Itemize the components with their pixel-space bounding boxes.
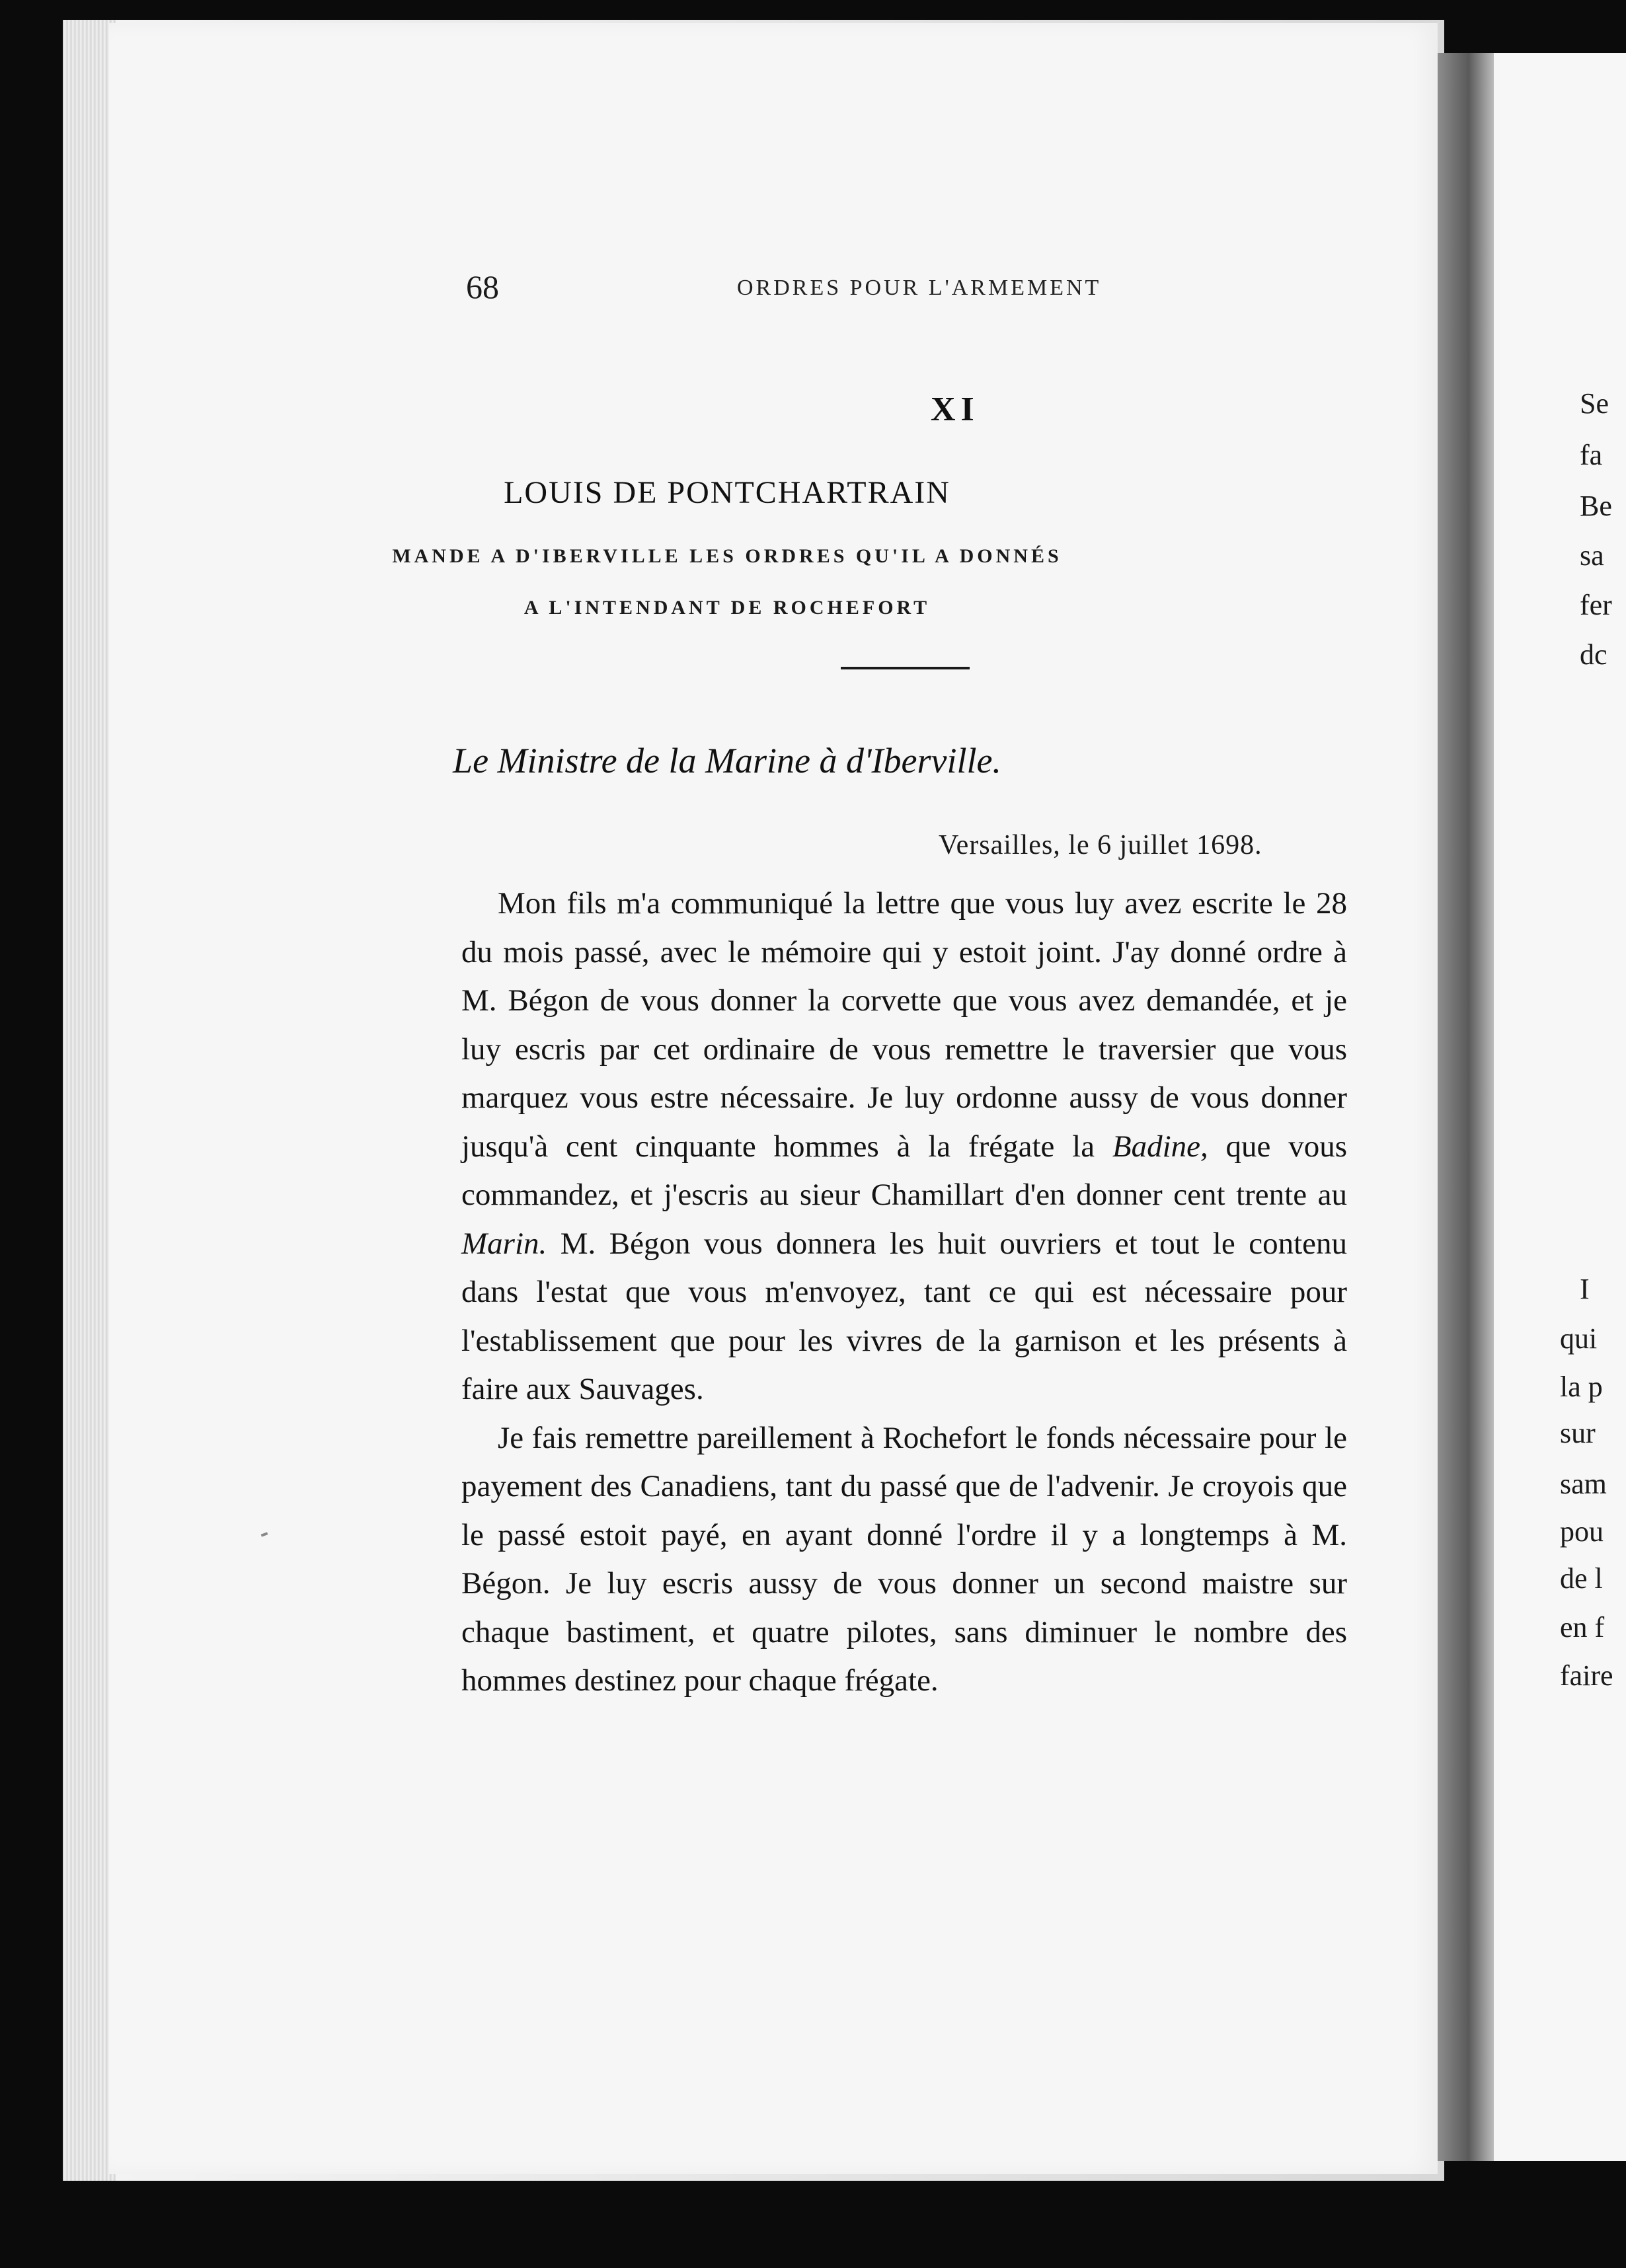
- page-edges: [63, 20, 116, 2181]
- facing-page-edge: [1494, 53, 1626, 2161]
- running-head: ORDRES POUR L'ARMEMENT: [737, 276, 1102, 300]
- facing-page-fragment: la p: [1560, 1371, 1603, 1403]
- facing-page-fragment: de l: [1560, 1562, 1603, 1595]
- print-speck: [261, 1532, 268, 1536]
- paragraph: [461, 1414, 1347, 1706]
- letter-salutation: Le Ministre de la Marine à d'Iberville.: [453, 741, 1001, 780]
- facing-page-fragment: Se: [1580, 387, 1609, 420]
- chapter-title: LOUIS DE PONTCHARTRAIN: [504, 475, 950, 510]
- facing-page-fragment: faire: [1560, 1659, 1613, 1692]
- paragraph-text: Mon fils m'a communiqué la lettre que vous luy avez escrite le 28 du mois passé, avec le mémoire qui y estoit joint. J'ay donné ordre à M. Bégon de vous donner la corvette que vous avez demandée, et je luy escris par cet ordinaire de vous remettre le traversier que vous marquez vous estre nécessaire. Je luy ordonne aussy de vous donner jusqu'à cent cinquante hommes à la frégate la: [461, 886, 1347, 1164]
- facing-page-fragment: sur: [1560, 1417, 1596, 1449]
- page-header: [109, 268, 1438, 307]
- book-page: [109, 23, 1438, 2174]
- facing-page-fragment: qui: [1560, 1322, 1598, 1355]
- paragraph: [461, 880, 1347, 1414]
- ship-name-badine: Badine,: [1112, 1129, 1208, 1164]
- paragraph-text: Je fais remettre pareillement à Rochefort le fonds nécessaire pour le payement des Canadiens, tant du passé que de l'advenir. Je croyois que le passé estoit payé, en ayant donné l'ordre il y a longtemps à M. Bégon. Je luy escris aussy de vous donner un second maistre sur chaque bastiment, et quatre pilotes, sans diminuer le nombre des hommes destinez pour chaque frégate.: [461, 1420, 1347, 1698]
- facing-page-fragment: I: [1580, 1273, 1590, 1305]
- page-number: 68: [466, 268, 499, 305]
- book-gutter: [1438, 53, 1494, 2161]
- chapter-number: XI: [931, 391, 980, 428]
- facing-page-fragment: pou: [1560, 1515, 1604, 1548]
- section-rule: [841, 667, 970, 669]
- letter-body: [461, 880, 1347, 1706]
- facing-page-fragment: fer: [1580, 589, 1612, 621]
- facing-page-fragment: sa: [1580, 539, 1604, 572]
- facing-page-fragment: en f: [1560, 1611, 1605, 1644]
- chapter-subtitle-line-1: MANDE A D'IBERVILLE LES ORDRES QU'IL A DONNÉS: [392, 545, 1062, 567]
- facing-page-fragment: Be: [1580, 490, 1612, 522]
- ship-name-marin: Marin.: [461, 1226, 547, 1261]
- paragraph-text: M. Bégon vous donnera les huit ouvriers et tout le contenu dans l'estat que vous m'envoyez, tant ce qui est nécessaire pour l'establissement que pour les vivres de la garnison et les présents à faire aux Sauvages.: [461, 1226, 1347, 1406]
- paragraph-text: que vous commandez, et j'escris au sieur Chamillart d'en donner cent trente au: [461, 1129, 1347, 1212]
- facing-page-fragment: dc: [1580, 638, 1607, 671]
- facing-page-fragment: fa: [1580, 439, 1603, 471]
- letter-dateline: Versailles, le 6 juillet 1698.: [939, 830, 1262, 860]
- chapter-subtitle-line-2: A L'INTENDANT DE ROCHEFORT: [523, 597, 931, 619]
- facing-page-fragment: sam: [1560, 1468, 1607, 1500]
